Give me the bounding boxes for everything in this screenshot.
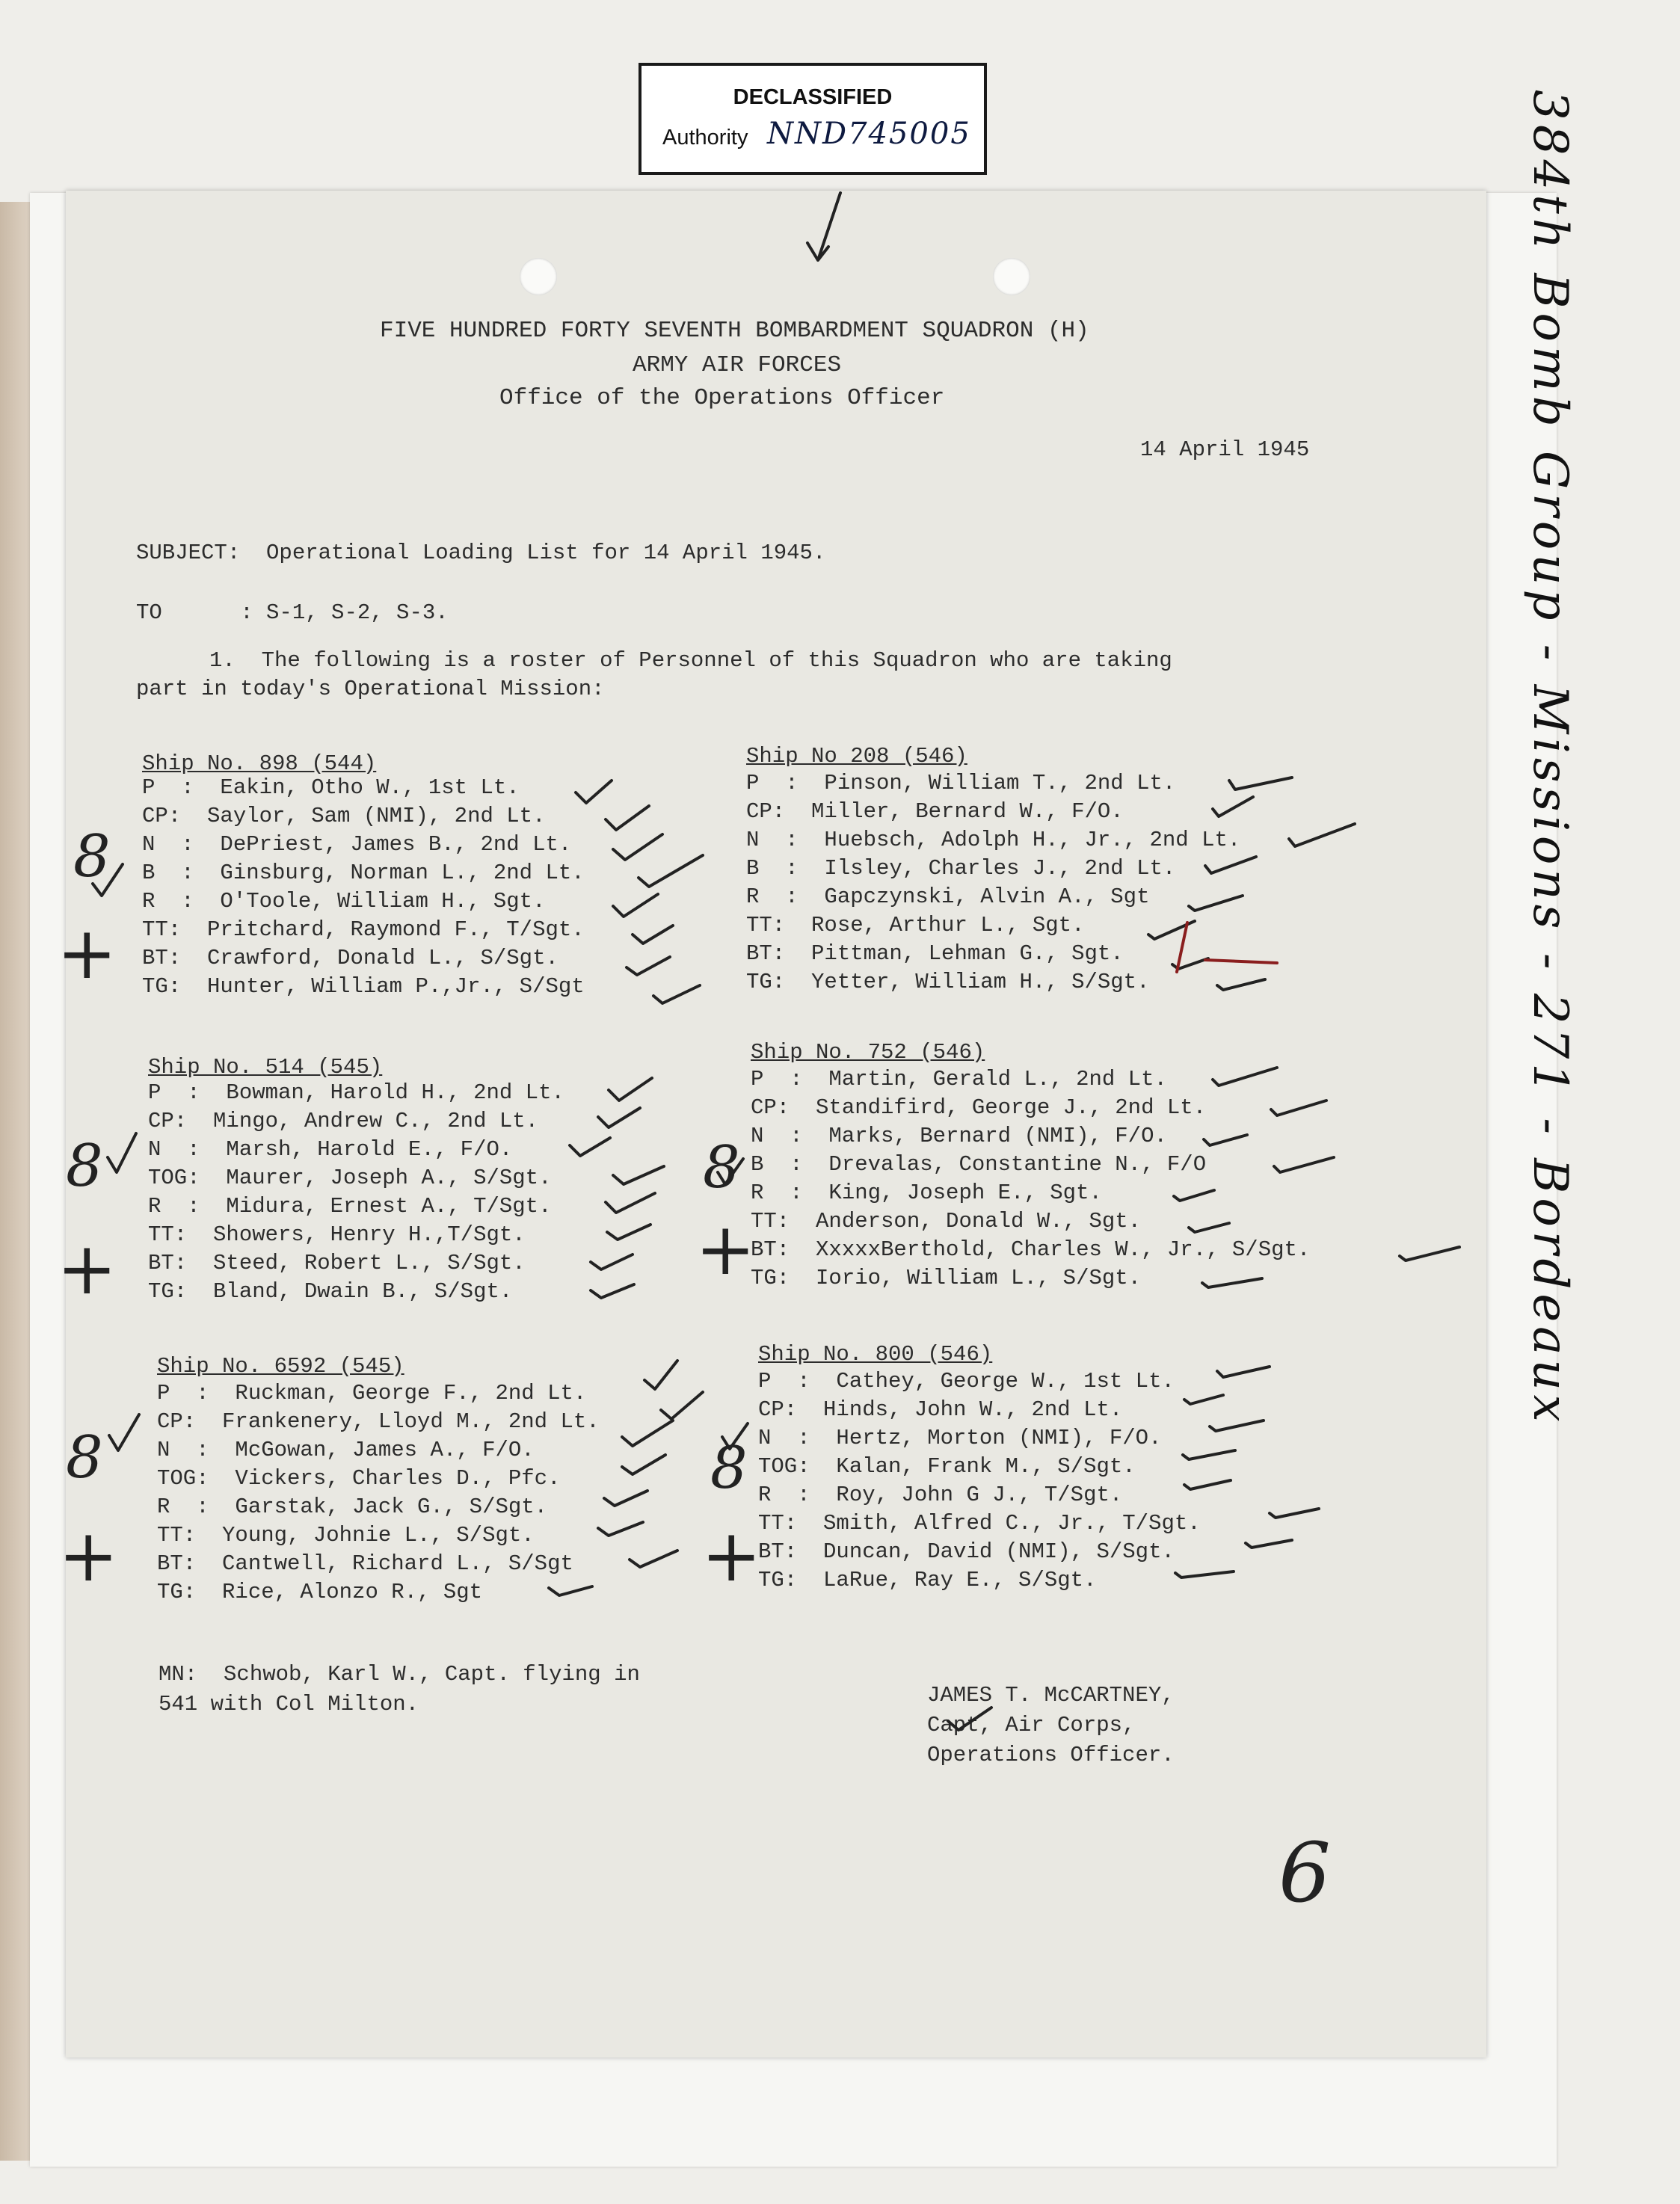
crew-line: BT: Pittman, Lehman G., Sgt. — [746, 941, 1124, 966]
margin-mark: 8 — [703, 1134, 740, 1201]
stamp-title: DECLASSIFIED — [733, 85, 893, 109]
crew-line: TT: Pritchard, Raymond F., T/Sgt. — [142, 917, 585, 942]
crew-line: BT: Crawford, Donald L., S/Sgt. — [142, 946, 559, 970]
to-line: TO : S-1, S-2, S-3. — [136, 600, 449, 625]
crew-line: TT: Anderson, Donald W., Sgt. — [751, 1209, 1142, 1234]
declassified-stamp — [639, 63, 987, 175]
crew-line: P : Martin, Gerald L., 2nd Lt. — [751, 1067, 1167, 1092]
crew-line: R : Roy, John G J., T/Sgt. — [758, 1483, 1123, 1507]
crew-line: TG: Yetter, William H., S/Sgt. — [746, 970, 1150, 994]
paragraph-line-1: 1. The following is a roster of Personnel of this Squadron who are taking — [209, 648, 1172, 673]
margin-mark: + — [57, 911, 117, 995]
crew-line: TT: Showers, Henry H.,T/Sgt. — [148, 1222, 526, 1247]
mn-line-2: 541 with Col Milton. — [159, 1692, 419, 1717]
crew-line: TG: Rice, Alonzo R., Sgt — [157, 1580, 483, 1604]
margin-mark: + — [695, 1207, 756, 1291]
crew-line: BT: Steed, Robert L., S/Sgt. — [148, 1251, 526, 1275]
stamp-authority-value: NND745005 — [767, 117, 971, 151]
crew-line: TG: Hunter, William P.,Jr., S/Sgt — [142, 974, 585, 999]
crew-line: P : Pinson, William T., 2nd Lt. — [746, 771, 1176, 795]
crew-line: P : Cathey, George W., 1st Lt. — [758, 1369, 1175, 1394]
header-squadron: FIVE HUNDRED FORTY SEVENTH BOMBARDMENT SQUADRON (H) — [380, 318, 1089, 344]
side-handwritten-note: 384th Bomb Group - Missions - 271 - Bordeaux — [1522, 90, 1578, 1426]
crew-line: N : Huebsch, Adolph H., Jr., 2nd Lt. — [746, 828, 1241, 852]
crew-line: TT: Young, Johnie L., S/Sgt. — [157, 1523, 535, 1548]
margin-mark: 8 — [66, 1133, 103, 1200]
crew-line: R : King, Joseph E., Sgt. — [751, 1181, 1102, 1205]
crew-line: B : Drevalas, Constantine N., F/O — [751, 1152, 1207, 1177]
crew-line: N : Marks, Bernard (NMI), F/O. — [751, 1124, 1167, 1148]
crew-line: CP: Hinds, John W., 2nd Lt. — [758, 1397, 1123, 1422]
crew-line: TT: Smith, Alfred C., Jr., T/Sgt. — [758, 1511, 1201, 1536]
crew-line: P : Bowman, Harold H., 2nd Lt. — [148, 1080, 564, 1105]
subject-line: SUBJECT: Operational Loading List for 14 April 1945. — [136, 541, 826, 565]
crew-line: N : McGowan, James A., F/O. — [157, 1438, 535, 1462]
ship-title: Ship No 208 (546) — [746, 744, 967, 769]
crew-line: BT: Cantwell, Richard L., S/Sgt — [157, 1551, 573, 1576]
crew-line: BT: XxxxxBerthold, Charles W., Jr., S/Sgt. — [751, 1237, 1311, 1262]
signature-rank: Capt, Air Corps, — [927, 1713, 1136, 1737]
crew-line: B : Ilsley, Charles J., 2nd Lt. — [746, 856, 1176, 881]
crew-line: TG: Iorio, William L., S/Sgt. — [751, 1266, 1142, 1290]
crew-line: TOG: Kalan, Frank M., S/Sgt. — [758, 1454, 1136, 1479]
signature-title: Operations Officer. — [927, 1743, 1175, 1767]
margin-mark: 8 — [73, 823, 111, 890]
document-date: 14 April 1945 — [1140, 437, 1310, 462]
crew-line: B : Ginsburg, Norman L., 2nd Lt. — [142, 861, 585, 885]
crew-line: CP: Standifird, George J., 2nd Lt. — [751, 1095, 1207, 1120]
margin-mark: + — [701, 1514, 762, 1598]
margin-mark: + — [57, 1227, 117, 1311]
crew-line: R : Garstak, Jack G., S/Sgt. — [157, 1495, 548, 1519]
crew-line: TOG: Maurer, Joseph A., S/Sgt. — [148, 1166, 552, 1190]
margin-mark: 8 — [66, 1424, 103, 1492]
crew-line: R : Gapczynski, Alvin A., Sgt — [746, 884, 1150, 909]
crew-line: P : Eakin, Otho W., 1st Lt. — [142, 775, 520, 800]
crew-line: TG: LaRue, Ray E., S/Sgt. — [758, 1568, 1097, 1592]
crew-line: N : DePriest, James B., 2nd Lt. — [142, 832, 572, 857]
crew-line: CP: Miller, Bernard W., F/O. — [746, 799, 1124, 824]
crew-line: R : O'Toole, William H., Sgt. — [142, 889, 546, 914]
punch-hole — [993, 258, 1030, 295]
header-army: ARMY AIR FORCES — [633, 352, 842, 378]
crew-line: TOG: Vickers, Charles D., Pfc. — [157, 1466, 561, 1491]
ship-title: Ship No. 6592 (545) — [157, 1354, 404, 1379]
document-page — [57, 191, 1486, 2057]
signature-name: JAMES T. McCARTNEY, — [927, 1683, 1175, 1708]
mn-line-1: MN: Schwob, Karl W., Capt. flying in — [159, 1662, 640, 1687]
page-number: 6 — [1279, 1825, 1331, 1921]
crew-line: N : Hertz, Morton (NMI), F/O. — [758, 1426, 1162, 1450]
header-office: Office of the Operations Officer — [499, 385, 945, 411]
margin-mark: + — [58, 1514, 119, 1598]
crew-line: N : Marsh, Harold E., F/O. — [148, 1137, 513, 1162]
crew-line: CP: Frankenery, Lloyd M., 2nd Lt. — [157, 1409, 600, 1434]
crew-line: TG: Bland, Dwain B., S/Sgt. — [148, 1279, 513, 1304]
crew-line: P : Ruckman, George F., 2nd Lt. — [157, 1381, 587, 1406]
margin-mark: 8 — [710, 1435, 748, 1502]
crew-line: R : Midura, Ernest A., T/Sgt. — [148, 1194, 552, 1219]
ship-title: Ship No. 752 (546) — [751, 1040, 985, 1065]
paragraph-line-2: part in today's Operational Mission: — [136, 677, 605, 701]
crew-line: TT: Rose, Arthur L., Sgt. — [746, 913, 1085, 938]
crew-line: BT: Duncan, David (NMI), S/Sgt. — [758, 1539, 1175, 1564]
punch-hole — [520, 258, 557, 295]
ship-title: Ship No. 898 (544) — [142, 751, 377, 776]
stamp-authority-label: Authority — [662, 126, 748, 150]
ship-title: Ship No. 800 (546) — [758, 1342, 993, 1367]
ship-title: Ship No. 514 (545) — [148, 1055, 383, 1080]
crew-line: CP: Mingo, Andrew C., 2nd Lt. — [148, 1109, 539, 1133]
crew-line: CP: Saylor, Sam (NMI), 2nd Lt. — [142, 804, 546, 828]
